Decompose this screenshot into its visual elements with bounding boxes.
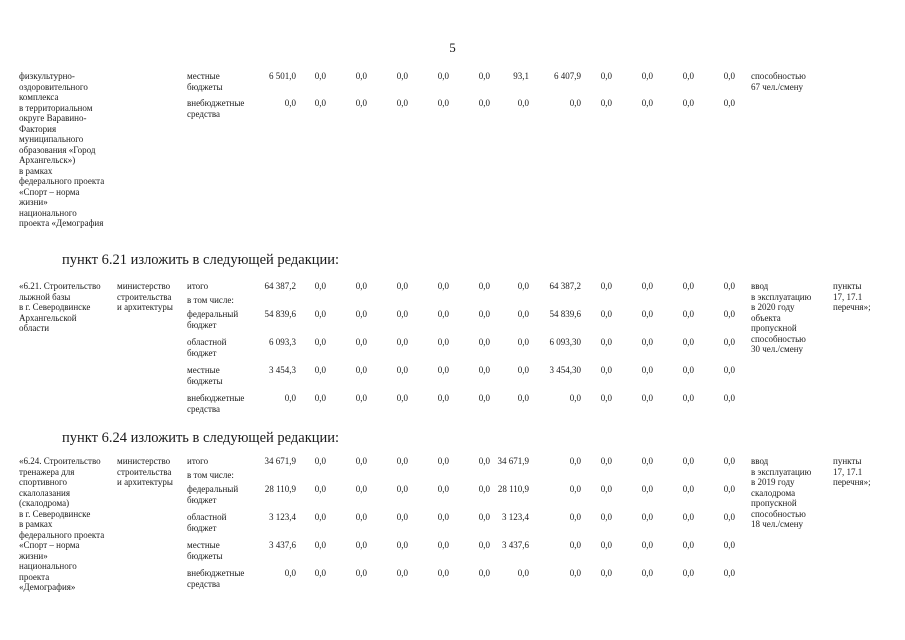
cell-value: 0,0 [314,393,326,403]
cell-value: 0,0 [641,512,653,522]
cell-value: 0,0 [478,484,490,494]
cell-value: 0,0 [723,365,735,375]
cell-value: 0,0 [355,309,367,319]
cell-value: 0,0 [641,309,653,319]
cell-value: 0,0 [396,281,408,291]
cell-value: 0,0 [641,337,653,347]
cell-value: 0,0 [682,281,694,291]
cell-value: 0,0 [478,512,490,522]
executor: министерство строительства и архитектуры [117,281,173,312]
cell-value: 0,0 [284,98,296,108]
cell-value: 6 093,30 [549,337,581,347]
cell-value: 0,0 [314,484,326,494]
executor: министерство строительства и архитектуры [117,456,173,487]
row-label: внебюджетные средства [187,568,245,589]
cell-value: 0,0 [478,568,490,578]
cell-value: 0,0 [355,540,367,550]
cell-value: 0,0 [517,365,529,375]
cell-value: 0,0 [437,512,449,522]
cell-value: 0,0 [314,456,326,466]
cell-value: 3 123,4 [502,512,529,522]
cell-value: 6 093,3 [269,337,296,347]
cell-value: 0,0 [682,337,694,347]
cell-value: 0,0 [641,365,653,375]
page-number: 5 [449,40,456,55]
cell-value: 0,0 [641,98,653,108]
cell-value: 0,0 [478,309,490,319]
cell-value: 0,0 [600,512,612,522]
program-links: пункты 17, 17.1 перечня»; [833,281,871,312]
row-label: областной бюджет [187,512,227,533]
cell-value: 0,0 [437,337,449,347]
cell-value: 0,0 [723,568,735,578]
cell-value: 0,0 [517,337,529,347]
cell-value: 64 387,2 [549,281,581,291]
row-label: внебюджетные средства [187,393,245,414]
cell-value: 3 454,3 [269,365,296,375]
cell-value: 0,0 [600,98,612,108]
row-label: итого [187,456,209,466]
cell-value: 6 407,9 [554,71,581,81]
cell-value: 0,0 [437,540,449,550]
cell-value: 0,0 [396,512,408,522]
cell-value: 0,0 [314,568,326,578]
cell-value: 0,0 [355,365,367,375]
cell-value: 0,0 [682,456,694,466]
cell-value: 0,0 [437,71,449,81]
cell-value: 0,0 [355,337,367,347]
cell-value: 0,0 [682,393,694,403]
cell-value: 0,0 [600,71,612,81]
row-label: местные бюджеты [187,71,223,92]
cell-value: 0,0 [600,337,612,347]
cell-value: 0,0 [478,337,490,347]
cell-value: 0,0 [723,456,735,466]
cell-value: 0,0 [437,484,449,494]
cell-value: 0,0 [600,540,612,550]
cell-value: 34 671,9 [497,456,529,466]
cell-value: 0,0 [641,456,653,466]
cell-value: 0,0 [314,365,326,375]
cell-value: 54 839,6 [264,309,296,319]
cell-value: 0,0 [284,568,296,578]
expected-result: способностью 67 чел./смену [751,71,806,92]
cell-value: 0,0 [314,98,326,108]
expected-result: ввод в эксплуатацию в 2019 году скалодрома пропускной способностью 18 чел./смену [751,456,812,529]
row-label: внебюджетные средства [187,98,245,119]
cell-value: 0,0 [641,393,653,403]
cell-value: 0,0 [355,281,367,291]
cell-value: 0,0 [600,456,612,466]
cell-value: 0,0 [723,540,735,550]
cell-value: 0,0 [723,309,735,319]
cell-value: 0,0 [355,71,367,81]
cell-value: 0,0 [396,568,408,578]
cell-value: 0,0 [641,540,653,550]
row-label: в том числе: [187,295,234,305]
cell-value: 0,0 [517,309,529,319]
cell-value: 0,0 [355,512,367,522]
cell-value: 0,0 [517,98,529,108]
section-heading: пункт 6.24 изложить в следующей редакции: [62,430,340,446]
cell-value: 0,0 [641,568,653,578]
cell-value: 0,0 [314,540,326,550]
cell-value: 0,0 [569,456,581,466]
cell-value: 0,0 [569,98,581,108]
cell-value: 0,0 [723,337,735,347]
row-label: итого [187,281,209,291]
cell-value: 0,0 [517,281,529,291]
cell-value: 0,0 [600,568,612,578]
cell-value: 0,0 [517,568,529,578]
cell-value: 6 501,0 [269,71,296,81]
cell-value: 0,0 [437,98,449,108]
cell-value: 0,0 [355,568,367,578]
cell-value: 0,0 [437,309,449,319]
cell-value: 0,0 [723,98,735,108]
cell-value: 0,0 [314,71,326,81]
object-description: физкультурно- оздоровительного комплекса в территориальном округе Варавино- Фактория муниципального образования «Город Архангельск») в рамках федерального проекта «Спорт – норма жизни» национального проекта «Демография [19,71,105,228]
cell-value: 0,0 [284,393,296,403]
cell-value: 0,0 [600,393,612,403]
cell-value: 0,0 [569,568,581,578]
cell-value: 0,0 [355,98,367,108]
cell-value: 0,0 [314,309,326,319]
cell-value: 0,0 [478,456,490,466]
cell-value: 0,0 [723,393,735,403]
cell-value: 0,0 [723,512,735,522]
cell-value: 0,0 [723,281,735,291]
cell-value: 93,1 [513,71,529,81]
cell-value: 0,0 [682,512,694,522]
cell-value: 28 110,9 [497,484,529,494]
cell-value: 0,0 [517,393,529,403]
cell-value: 3 437,6 [269,540,296,550]
cell-value: 0,0 [478,98,490,108]
cell-value: 0,0 [355,484,367,494]
cell-value: 0,0 [437,568,449,578]
cell-value: 0,0 [641,71,653,81]
section-heading: пункт 6.21 изложить в следующей редакции: [62,252,340,268]
cell-value: 0,0 [569,512,581,522]
cell-value: 0,0 [723,71,735,81]
cell-value: 0,0 [569,484,581,494]
cell-value: 54 839,6 [549,309,581,319]
cell-value: 0,0 [355,393,367,403]
cell-value: 0,0 [478,281,490,291]
cell-value: 0,0 [396,540,408,550]
cell-value: 0,0 [355,456,367,466]
cell-value: 0,0 [478,71,490,81]
cell-value: 0,0 [569,540,581,550]
cell-value: 0,0 [600,484,612,494]
cell-value: 0,0 [396,98,408,108]
cell-value: 0,0 [396,393,408,403]
cell-value: 0,0 [682,98,694,108]
cell-value: 64 387,2 [264,281,296,291]
cell-value: 0,0 [437,456,449,466]
cell-value: 0,0 [396,71,408,81]
row-label: местные бюджеты [187,540,223,561]
cell-value: 0,0 [396,309,408,319]
program-links: пункты 17, 17.1 перечня»; [833,456,871,487]
cell-value: 0,0 [478,393,490,403]
row-label: в том числе: [187,470,234,480]
cell-value: 0,0 [641,281,653,291]
cell-value: 0,0 [396,456,408,466]
cell-value: 0,0 [600,309,612,319]
cell-value: 0,0 [682,71,694,81]
cell-value: 0,0 [396,337,408,347]
cell-value: 3 123,4 [269,512,296,522]
expected-result: ввод в эксплуатацию в 2020 году объекта пропускной способностью 30 чел./смену [751,281,812,354]
cell-value: 0,0 [478,540,490,550]
row-label: местные бюджеты [187,365,223,386]
cell-value: 0,0 [600,365,612,375]
cell-value: 3 454,30 [549,365,581,375]
cell-value: 0,0 [478,365,490,375]
cell-value: 0,0 [396,484,408,494]
object-description: «6.24. Строительство тренажера для спортивного скалолазания (скалодрома) в г. Северодвинске в рамках федерального проекта «Спорт – норма жизни» национального проекта «Демография» [19,456,105,592]
cell-value: 28 110,9 [264,484,296,494]
cell-value: 0,0 [682,540,694,550]
row-label: федеральный бюджет [187,484,239,505]
cell-value: 0,0 [682,365,694,375]
cell-value: 0,0 [600,281,612,291]
object-description: «6.21. Строительство лыжной базы в г. Северодвинске Архангельской области [19,281,101,333]
cell-value: 0,0 [314,337,326,347]
cell-value: 0,0 [682,309,694,319]
cell-value: 0,0 [437,365,449,375]
row-label: федеральный бюджет [187,309,239,330]
cell-value: 0,0 [437,393,449,403]
cell-value: 0,0 [314,512,326,522]
cell-value: 0,0 [723,484,735,494]
cell-value: 34 671,9 [264,456,296,466]
cell-value: 0,0 [437,281,449,291]
cell-value: 3 437,6 [502,540,529,550]
cell-value: 0,0 [396,365,408,375]
cell-value: 0,0 [569,393,581,403]
cell-value: 0,0 [314,281,326,291]
row-label: областной бюджет [187,337,227,358]
cell-value: 0,0 [682,568,694,578]
cell-value: 0,0 [641,484,653,494]
cell-value: 0,0 [682,484,694,494]
